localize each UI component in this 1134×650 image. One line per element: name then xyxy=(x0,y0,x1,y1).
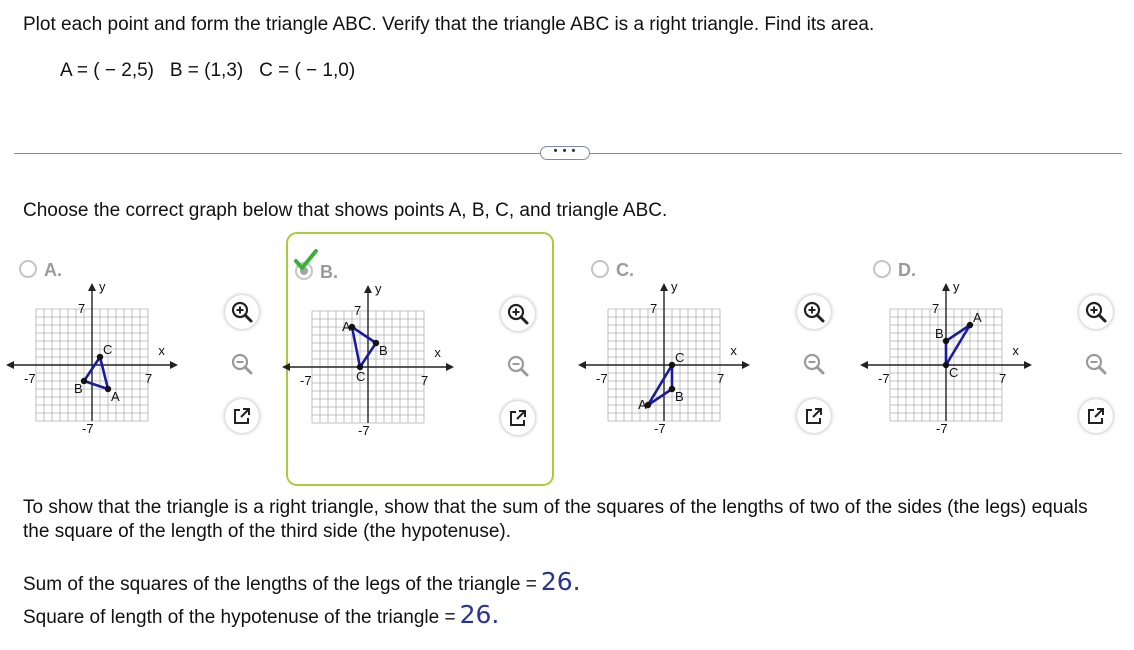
coordinate-graph xyxy=(22,279,202,440)
zoom-in-icon xyxy=(1079,295,1113,329)
y-axis-label: y xyxy=(375,281,382,296)
popout-button[interactable] xyxy=(501,401,535,435)
zoom-out-icon xyxy=(501,349,535,383)
x-axis-arrow xyxy=(6,361,14,369)
popout-icon xyxy=(1079,399,1113,433)
graph-tools xyxy=(1080,295,1116,435)
hypotenuse-value[interactable]: 26. xyxy=(459,600,500,629)
triangle-abc xyxy=(352,327,376,367)
popout-button[interactable] xyxy=(225,399,259,433)
x-axis-arrow xyxy=(860,361,868,369)
point-b-label: B xyxy=(74,381,83,396)
x-max-tick: 7 xyxy=(999,371,1007,386)
zoom-out-icon xyxy=(225,347,259,381)
option-letter: C. xyxy=(616,260,634,280)
x-axis-arrow xyxy=(446,363,454,371)
choose-graph-prompt: Choose the correct graph below that shows points A, B, C, and triangle ABC. xyxy=(23,200,668,221)
option-letter: A. xyxy=(44,260,62,280)
point-a-label: A xyxy=(111,389,120,404)
graph-tools xyxy=(798,295,834,435)
y-max-tick: 7 xyxy=(78,301,86,316)
x-axis-arrow xyxy=(282,363,290,371)
x-axis-arrow xyxy=(1024,361,1032,369)
popout-button[interactable] xyxy=(1079,399,1113,433)
y-axis-label: y xyxy=(99,279,106,294)
triangle-abc xyxy=(648,365,672,405)
y-min-tick: -7 xyxy=(82,421,94,436)
zoom-in-icon xyxy=(797,295,831,329)
radio-button[interactable] xyxy=(19,260,37,278)
zoom-in-button[interactable] xyxy=(501,297,535,331)
zoom-in-icon xyxy=(501,297,535,331)
graph-tools xyxy=(226,295,262,435)
legs-value[interactable]: 26. xyxy=(540,567,581,596)
option-b[interactable] xyxy=(286,232,554,486)
x-axis-arrow xyxy=(742,361,750,369)
coordinate-graph xyxy=(594,279,774,440)
x-axis-arrow xyxy=(170,361,178,369)
point-b-label: B xyxy=(379,343,388,358)
y-min-tick: -7 xyxy=(654,421,666,436)
option-c[interactable] xyxy=(584,232,852,486)
zoom-in-button[interactable] xyxy=(1079,295,1113,329)
question-prompt: Plot each point and form the triangle ABC. Verify that the triangle ABC is a right triangle. Find its area. xyxy=(23,14,875,35)
radio-button[interactable] xyxy=(873,260,891,278)
y-max-tick: 7 xyxy=(932,301,940,316)
x-axis-label: x xyxy=(158,343,165,358)
hypotenuse-label: Square of length of the hypotenuse of the triangle = xyxy=(23,607,456,628)
x-min-tick: -7 xyxy=(24,371,36,386)
x-axis-arrow xyxy=(578,361,586,369)
checkmark-icon xyxy=(290,248,320,274)
y-axis-label: y xyxy=(671,279,678,294)
popout-icon xyxy=(797,399,831,433)
point-c-label: C xyxy=(356,369,366,384)
x-min-tick: -7 xyxy=(596,371,608,386)
zoom-in-button[interactable] xyxy=(797,295,831,329)
coordinate-graph xyxy=(876,279,1056,440)
x-axis-label: x xyxy=(434,345,441,360)
zoom-out-icon xyxy=(1079,347,1113,381)
coordinate-graph xyxy=(298,281,478,442)
point-b-label: B xyxy=(675,389,684,404)
y-min-tick: -7 xyxy=(358,423,370,438)
y-axis-label: y xyxy=(953,279,960,294)
question-points: A = ( − 2,5) B = (1,3) C = ( − 1,0) xyxy=(60,60,356,81)
x-axis-label: x xyxy=(1012,343,1019,358)
x-max-tick: 7 xyxy=(421,373,429,388)
zoom-out-button[interactable] xyxy=(225,347,259,381)
zoom-out-button[interactable] xyxy=(797,347,831,381)
radio-button[interactable] xyxy=(591,260,609,278)
y-axis-arrow xyxy=(942,283,950,291)
y-axis-arrow xyxy=(364,285,372,293)
point-c-label: C xyxy=(675,350,685,365)
graph-tools xyxy=(502,297,538,437)
triangle-abc xyxy=(946,325,970,365)
point-c-label: C xyxy=(949,365,959,380)
point-a-label: A xyxy=(973,310,982,325)
popout-icon xyxy=(225,399,259,433)
zoom-in-button[interactable] xyxy=(225,295,259,329)
popout-button[interactable] xyxy=(797,399,831,433)
x-min-tick: -7 xyxy=(300,373,312,388)
option-letter: B. xyxy=(320,262,338,282)
legs-answer-row xyxy=(23,567,581,596)
x-axis-label: x xyxy=(730,343,737,358)
popout-icon xyxy=(501,401,535,435)
x-max-tick: 7 xyxy=(145,371,153,386)
zoom-out-icon xyxy=(797,347,831,381)
y-axis-arrow xyxy=(88,283,96,291)
zoom-out-button[interactable] xyxy=(501,349,535,383)
option-a[interactable] xyxy=(12,232,280,486)
point-c-label: C xyxy=(103,342,113,357)
hypotenuse-answer-row xyxy=(23,600,499,629)
right-triangle-explanation: To show that the triangle is a right triangle, show that the sum of the squares of the lengths of two of the sides (the legs) equals the square of the length of the third side (the hypotenuse). xyxy=(23,497,1088,542)
expand-question-button[interactable]: • • • xyxy=(540,146,590,160)
zoom-in-icon xyxy=(225,295,259,329)
option-d[interactable] xyxy=(866,232,1134,486)
y-axis-arrow xyxy=(660,283,668,291)
y-min-tick: -7 xyxy=(936,421,948,436)
legs-label: Sum of the squares of the lengths of the legs of the triangle = xyxy=(23,574,537,595)
point-b-label: B xyxy=(935,326,944,341)
y-max-tick: 7 xyxy=(354,303,362,318)
point-b xyxy=(943,338,949,344)
x-min-tick: -7 xyxy=(878,371,890,386)
option-letter: D. xyxy=(898,260,916,280)
point-a-label: A xyxy=(342,319,351,334)
y-max-tick: 7 xyxy=(650,301,658,316)
x-max-tick: 7 xyxy=(717,371,725,386)
zoom-out-button[interactable] xyxy=(1079,347,1113,381)
point-a-label: A xyxy=(638,397,647,412)
